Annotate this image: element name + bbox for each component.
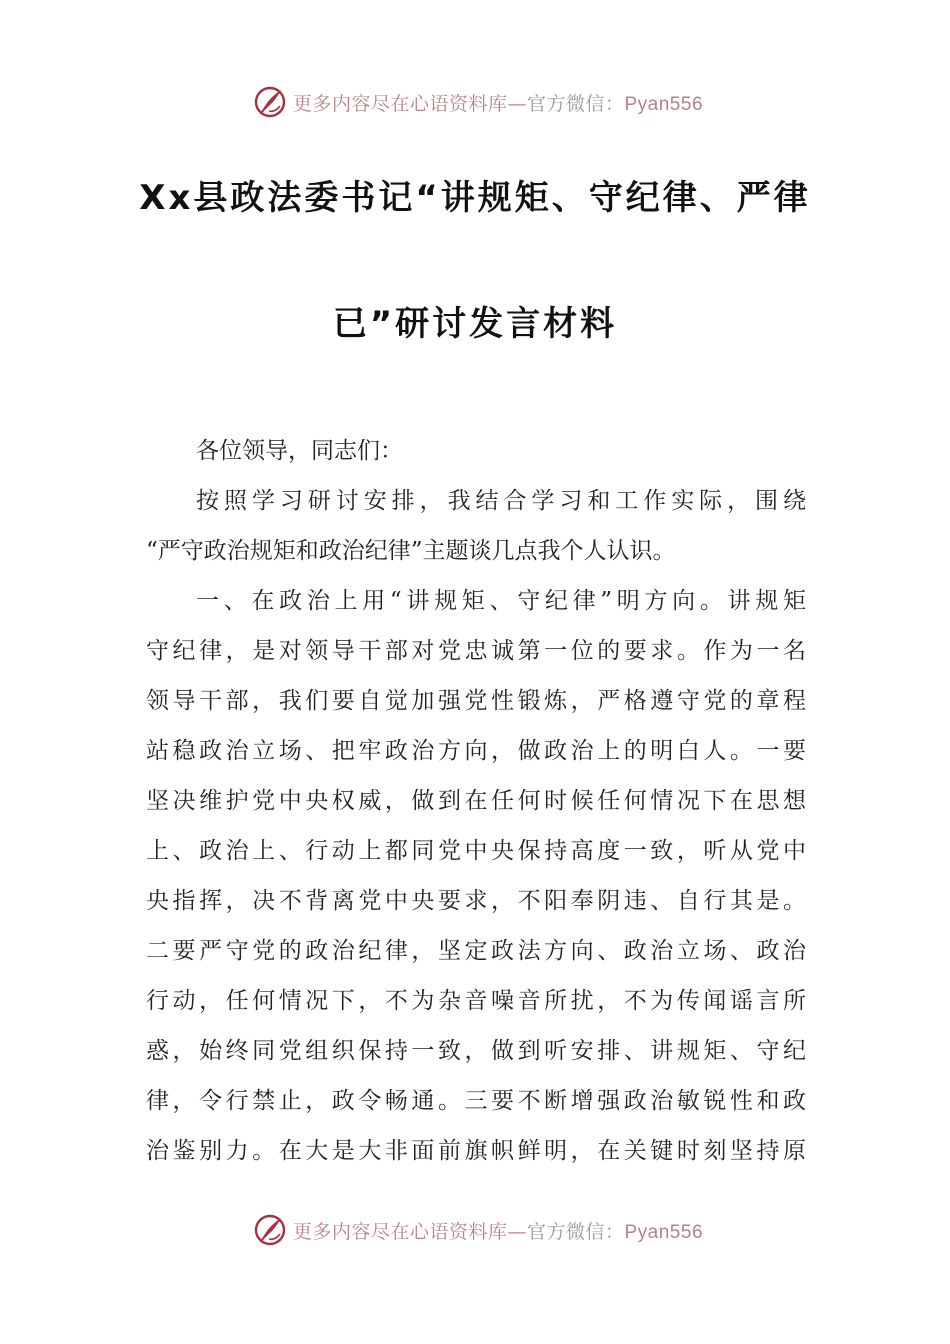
watermark-prefix: 更多内容尽在心语资料库: [292, 92, 508, 115]
header-watermark: [0, 80, 950, 124]
watermark-separator: —: [507, 1220, 527, 1243]
body-line: 按照学习研讨安排，我结合学习和工作实际，围绕: [196, 488, 806, 514]
body-line: 守纪律，是对领导干部对党忠诚第一位的要求。作为一名: [146, 638, 806, 664]
watermark-group: [253, 1213, 703, 1247]
body-line: 领导干部，我们要自觉加强党性锻炼，严格遵守党的章程: [146, 688, 806, 714]
footer-watermark: [0, 1208, 950, 1252]
watermark-prefix: 更多内容尽在心语资料库: [292, 1220, 508, 1243]
body-line: 央指挥，决不背离党中央要求，不阳奉阴违、自行其是。: [146, 888, 806, 914]
body-line: 二要严守党的政治纪律，坚定政法方向、政治立场、政治: [146, 938, 806, 964]
body-line: “严守政治规矩和政治纪律”主题谈几点我个人认识。: [146, 538, 676, 564]
body-line: 站稳政治立场、把牢政治方向，做政治上的明白人。一要: [146, 738, 806, 764]
salutation: 各位领导，同志们：: [196, 438, 403, 464]
body-line: 坚决维护党中央权威，做到在任何时候任何情况下在思想: [146, 788, 806, 814]
watermark-group: [253, 85, 703, 119]
watermark-official-label: 官方微信：: [526, 92, 625, 115]
watermark-separator: —: [507, 92, 527, 115]
watermark-wechat-id: Pyan556: [624, 1221, 704, 1243]
document-title-line-2: 已”研讨发言材料: [332, 304, 618, 344]
quill-pen-logo-icon: [253, 85, 287, 119]
watermark-wechat-id: Pyan556: [624, 93, 704, 115]
watermark-official-label: 官方微信：: [526, 1220, 625, 1243]
document-title-line-1: Xx县政法委书记“讲规矩、守纪律、严律: [139, 178, 811, 218]
body-line: 行动，任何情况下，不为杂音噪音所扰，不为传闻谣言所: [146, 988, 806, 1014]
watermark-text: [293, 1217, 703, 1244]
watermark-text: [293, 89, 703, 116]
body-line: 一、在政治上用“讲规矩、守纪律”明方向。讲规矩: [196, 588, 806, 614]
body-line: 治鉴别力。在大是大非面前旗帜鲜明，在关键时刻坚持原: [146, 1138, 806, 1164]
quill-pen-logo-icon: [253, 1213, 287, 1247]
body-line: 上、政治上、行动上都同党中央保持高度一致，听从党中: [146, 838, 806, 864]
body-line: 律，令行禁止，政令畅通。三要不断增强政治敏锐性和政: [146, 1088, 806, 1114]
body-line: 惑，始终同党组织保持一致，做到听安排、讲规矩、守纪: [146, 1038, 806, 1064]
